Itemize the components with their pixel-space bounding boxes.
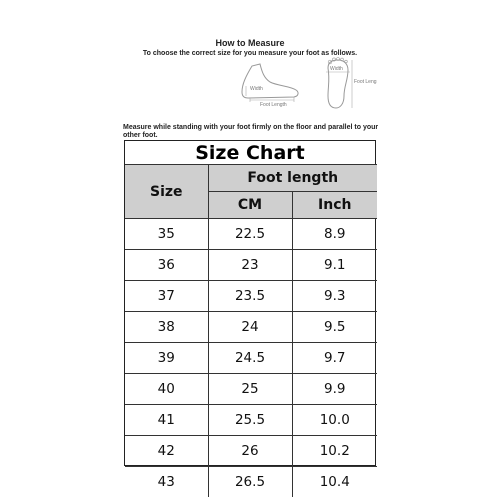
inch-cell: 9.9 bbox=[292, 374, 377, 405]
cm-cell: 22.5 bbox=[208, 219, 292, 250]
inch-cell: 9.1 bbox=[292, 250, 377, 281]
table-row bbox=[125, 405, 377, 436]
cm-cell: 24 bbox=[208, 312, 292, 343]
cm-cell: 24.5 bbox=[208, 343, 292, 374]
cm-cell: 23 bbox=[208, 250, 292, 281]
inch-cell: 10.2 bbox=[292, 436, 377, 467]
diagram-sole-width-label: Width bbox=[330, 66, 343, 72]
size-chart-title: Size Chart bbox=[195, 142, 305, 164]
size-cell: 37 bbox=[125, 281, 208, 312]
inch-cell: 9.7 bbox=[292, 343, 377, 374]
table-row bbox=[125, 281, 377, 312]
how-to-measure-title: How to Measure bbox=[215, 38, 285, 48]
foot-length-header: Foot length bbox=[208, 165, 377, 192]
inch-cell: 9.5 bbox=[292, 312, 377, 343]
table-row bbox=[125, 374, 377, 405]
size-cell: 38 bbox=[125, 312, 208, 343]
how-to-measure-subtitle: To choose the correct size for you measure your foot as follows. bbox=[142, 50, 358, 57]
cm-column-header: CM bbox=[208, 192, 292, 219]
size-cell: 36 bbox=[125, 250, 208, 281]
size-cell: 43 bbox=[125, 467, 208, 498]
size-table bbox=[125, 164, 377, 497]
cm-cell: 25.5 bbox=[208, 405, 292, 436]
size-cell: 40 bbox=[125, 374, 208, 405]
table-row bbox=[125, 219, 377, 250]
size-column-header: Size bbox=[125, 165, 208, 219]
inch-cell: 8.9 bbox=[292, 219, 377, 250]
diagram-width-label: Width bbox=[250, 86, 263, 92]
inch-cell: 9.3 bbox=[292, 281, 377, 312]
table-row bbox=[125, 436, 377, 467]
cm-cell: 25 bbox=[208, 374, 292, 405]
cm-cell: 26.5 bbox=[208, 467, 292, 498]
table-row bbox=[125, 250, 377, 281]
cm-cell: 26 bbox=[208, 436, 292, 467]
size-cell: 35 bbox=[125, 219, 208, 250]
diagram-sole-length-label: Foot Leng bbox=[354, 79, 377, 85]
foot-sole-view-icon bbox=[318, 56, 378, 112]
inch-cell: 10.0 bbox=[292, 405, 377, 436]
table-row bbox=[125, 343, 377, 374]
inch-cell: 10.4 bbox=[292, 467, 377, 498]
diagram-foot-length-label: Foot Length bbox=[260, 102, 287, 108]
table-row bbox=[125, 467, 377, 498]
cm-cell: 23.5 bbox=[208, 281, 292, 312]
measuring-instruction: Measure while standing with your foot firmly on the floor and parallel to your other foot. bbox=[123, 124, 379, 139]
table-row bbox=[125, 312, 377, 343]
foot-side-view-icon bbox=[236, 58, 302, 108]
size-cell: 42 bbox=[125, 436, 208, 467]
inch-column-header: Inch bbox=[292, 192, 377, 219]
size-cell: 39 bbox=[125, 343, 208, 374]
size-chart bbox=[124, 140, 376, 490]
size-cell: 41 bbox=[125, 405, 208, 436]
